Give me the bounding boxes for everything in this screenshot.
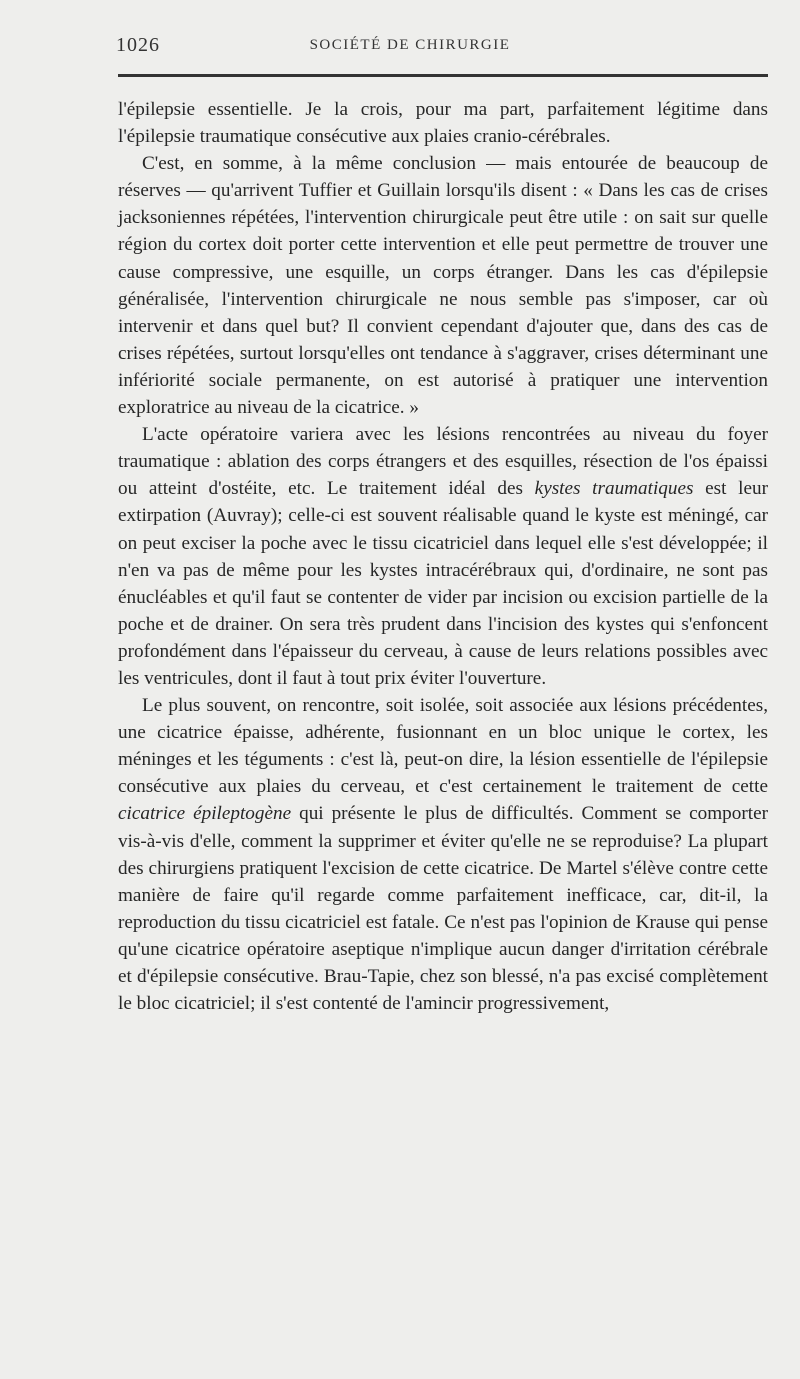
page-header	[0, 34, 800, 58]
text-run: qui présente le plus de difficultés. Comment se comporter vis-à-vis d'elle, comment la supprimer et éviter qu'elle ne se reproduise? La plupart des chirurgiens pratiquent l'excision de cette cicatrice. De Martel s'élève contre cette manière de faire qu'il regarde comme parfaitement inefficace, car, dit-il, la reproduction du tissu cicatriciel est fatale. Ce n'est pas l'opinion de Krause qui pense qu'une cicatrice opératoire aseptique n'implique aucun danger d'irritation cérébrale et d'épilepsie consécutive. Brau-Tapie, chez son blessé, n'a pas excisé complètement le bloc cicatriciel; il s'est contenté de l'amincir progressivement,	[118, 803, 768, 1015]
paragraph	[118, 150, 768, 421]
paragraph	[118, 96, 768, 150]
header-rule	[118, 74, 768, 77]
text-run: L'acte opératoire variera avec les lésions rencontrées au niveau du foyer traumatique : ablation des corps étrangers et des esquilles, résection de l'os épaissi ou atteint d'ostéite, etc. Le traitement idéal des	[118, 424, 768, 500]
paragraph	[118, 692, 768, 1017]
text-run: l'épilepsie essentielle. Je la crois, pour ma part, parfaitement légitime dans l'épilepsie traumatique consécutive aux plaies cranio-cérébrales.	[118, 99, 768, 148]
text-run: C'est, en somme, à la même conclusion — mais entourée de beaucoup de réserves — qu'arrivent Tuffier et Guillain lorsqu'ils disent : « Dans les cas de crises jacksoniennes répétées, l'intervention chirurgicale peut être utile : on sait sur quelle région du cortex doit porter cette intervention et elle peut permettre de trouver une cause compressive, une esquille, un corps étranger. Dans les cas d'épilepsie généralisée, l'intervention chirurgicale ne nous semble pas s'imposer, car où intervenir et dans quel but? Il convient cependant d'ajouter que, dans des cas de crises répétées, surtout lorsqu'elles ont tendance à s'aggraver, crises déterminant une infériorité sociale permanente, on est autorisé à pratiquer une intervention exploratrice au niveau de la cicatrice. »	[118, 153, 768, 419]
running-head: SOCIÉTÉ DE CHIRURGIE	[309, 37, 511, 53]
body-text	[118, 96, 768, 1017]
page-number: 1026	[116, 34, 160, 56]
text-run: Le plus souvent, on rencontre, soit isolée, soit associée aux lésions précédentes, une cicatrice épaisse, adhérente, fusionnant en un bloc unique le cortex, les méninges et les téguments : c'est là, peut-on dire, la lésion essentielle de l'épilepsie consécutive aux plaies du cerveau, et c'est certainement le traitement de cette	[118, 695, 768, 798]
italic-text: cicatrice épileptogène	[118, 803, 292, 825]
text-run: est leur extirpation (Auvray); celle-ci est souvent réalisable quand le kyste est méningé, car on peut exciser la poche avec le tissu cicatriciel dans lequel elle s'est développée; il n'en va pas de même pour les kystes intracérébraux qui, d'ordinaire, ne sont pas énucléables et qu'il faut se contenter de vider par incision ou excision partielle de la poche et de drainer. On sera très prudent dans l'incision des kystes qui s'enfoncent profondément dans l'épaisseur du cerveau, à cause de leurs relations possibles avec les ventricules, dont il faut à tout prix éviter l'ouverture.	[118, 478, 768, 689]
paragraph	[118, 421, 768, 692]
italic-text: kystes traumatiques	[534, 478, 694, 500]
